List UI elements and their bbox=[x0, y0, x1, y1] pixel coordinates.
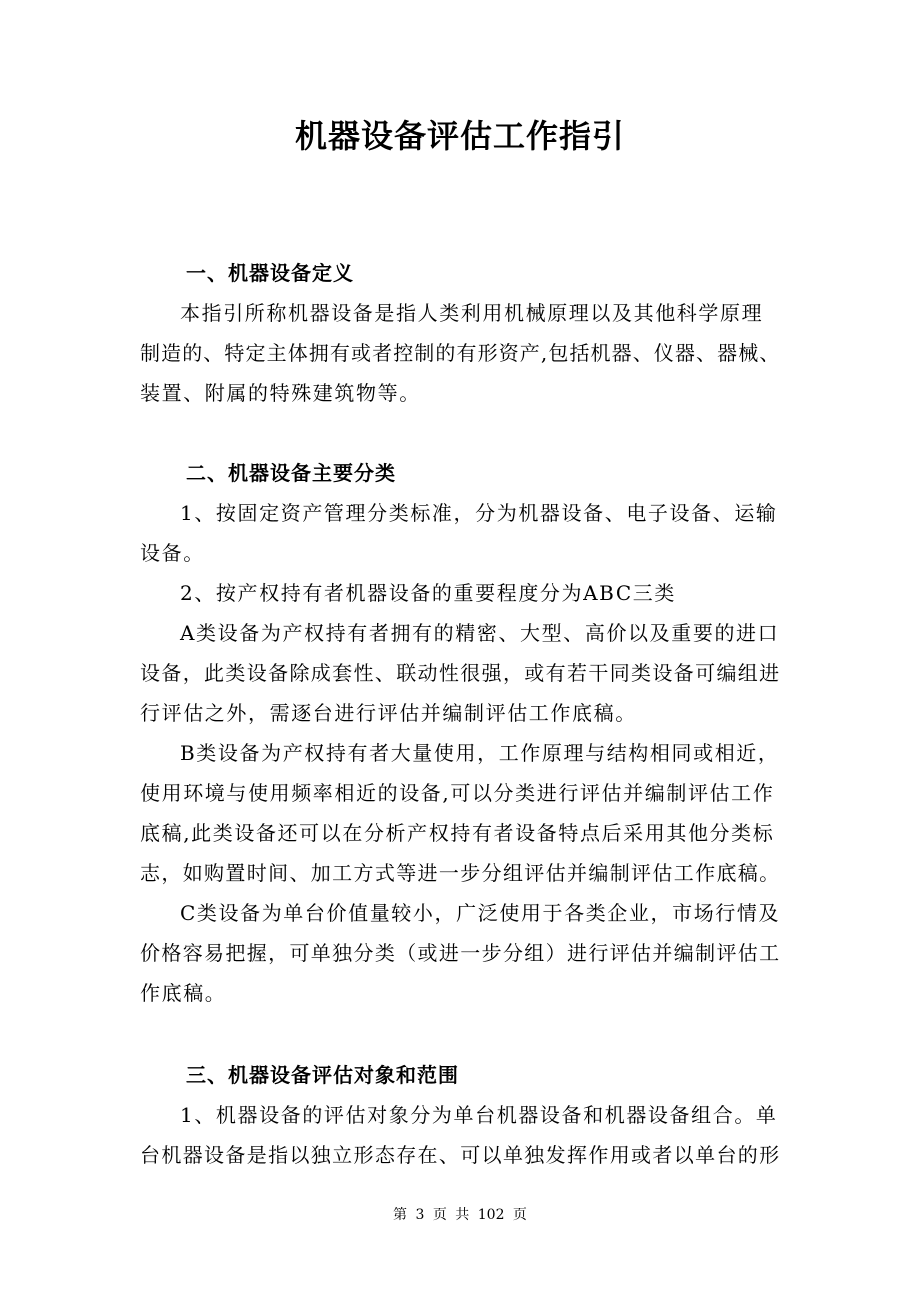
paragraph-line: 行评估之外，需逐台进行评估并编制评估工作底稿。 bbox=[140, 701, 637, 725]
paragraph-line: 作底稿。 bbox=[140, 981, 227, 1005]
paragraph-line: 装置、附属的特殊建筑物等。 bbox=[140, 381, 421, 405]
paragraph-line: 底稿,此类设备还可以在分析产权持有者设备特点后采用其他分类标 bbox=[140, 821, 775, 845]
document-title: 机器设备评估工作指引 bbox=[294, 117, 625, 155]
section-heading-classification: 二、机器设备主要分类 bbox=[186, 461, 396, 485]
paragraph-line: 制造的、特定主体拥有或者控制的有形资产,包括机器、仪器、器械、 bbox=[140, 341, 781, 365]
paragraph-line: C类设备为单台价值量较小，广泛使用于各类企业，市场行情及 bbox=[180, 901, 781, 925]
paragraph-line: 设备。 bbox=[140, 541, 205, 565]
paragraph-line: 价格容易把握，可单独分类（或进一步分组）进行评估并编制评估工 bbox=[140, 941, 781, 965]
section-heading-scope: 三、机器设备评估对象和范围 bbox=[186, 1063, 459, 1087]
paragraph-line: 设备，此类设备除成套性、联动性很强，或有若干同类设备可编组进 bbox=[140, 661, 781, 685]
paragraph-line: 本指引所称机器设备是指人类利用机械原理以及其他科学原理 bbox=[180, 301, 764, 325]
paragraph-line: B类设备为产权持有者大量使用，工作原理与结构相同或相近， bbox=[180, 741, 780, 765]
paragraph-line: 台机器设备是指以独立形态存在、可以单独发挥作用或者以单台的形 bbox=[140, 1143, 781, 1167]
page-number-footer: 第 3 页 共 102 页 bbox=[393, 1207, 527, 1223]
paragraph-line: 2、按产权持有者机器设备的重要程度分为ABC三类 bbox=[180, 581, 676, 605]
paragraph-line: 1、机器设备的评估对象分为单台机器设备和机器设备组合。单 bbox=[180, 1103, 778, 1127]
paragraph-line: 使用环境与使用频率相近的设备,可以分类进行评估并编制评估工作 bbox=[140, 781, 775, 805]
paragraph-line: 1、按固定资产管理分类标准，分为机器设备、电子设备、运输 bbox=[180, 501, 778, 525]
paragraph-line: A类设备为产权持有者拥有的精密、大型、高价以及重要的进口 bbox=[180, 621, 780, 645]
paragraph-line: 志，如购置时间、加工方式等进一步分组评估并编制评估工作底稿。 bbox=[140, 861, 781, 885]
section-heading-definition: 一、机器设备定义 bbox=[186, 261, 354, 285]
